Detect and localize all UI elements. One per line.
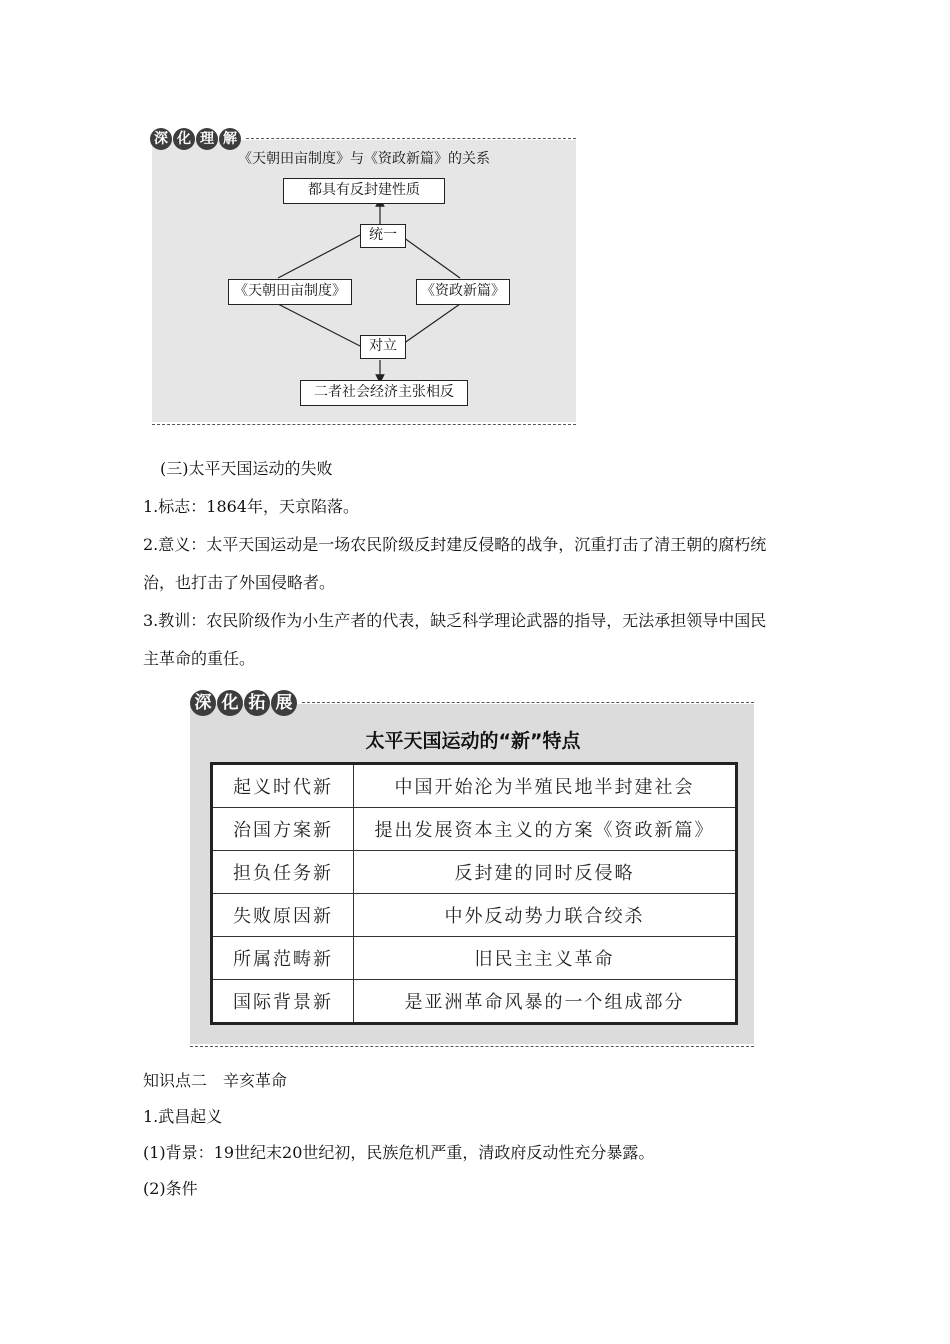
list-item-background: (1)背景：19世纪末20世纪初，民族危机严重，清政府反动性充分暴露。 [143,1143,655,1162]
badge-char: 化 [217,690,243,716]
feature-description-cell: 中国开始沦为半殖民地半封建社会 [354,764,737,808]
list-item-symbol: 1.标志：1864年，天京陷落。 [143,497,359,516]
zizheng-xinpian-node: 《资政新篇》 [416,279,510,305]
feature-description-cell: 提出发展资本主义的方案《资政新篇》 [354,808,737,851]
table-row [212,764,737,808]
table-row [212,808,737,851]
top-dashed-divider [302,702,754,703]
new-features-table [210,762,738,1025]
list-item-significance: 2.意义：太平天国运动是一场农民阶级反封建反侵略的战争，沉重打击了清王朝的腐朽统 [143,535,767,554]
feature-category-cell: 国际背景新 [212,980,354,1024]
feature-category-cell: 担负任务新 [212,851,354,894]
tianchao-tianmu-node: 《天朝田亩制度》 [228,279,352,305]
list-item-significance-cont: 治，也打击了外国侵略者。 [143,573,336,592]
feature-category-cell: 起义时代新 [212,764,354,808]
feature-description-cell: 中外反动势力联合绞杀 [354,894,737,937]
feature-description-cell: 是亚洲革命风暴的一个组成部分 [354,980,737,1024]
list-item-lesson-cont: 主革命的重任。 [143,649,256,668]
table-row [212,980,737,1024]
deepen-expansion-box [190,690,756,1050]
diagram-title: 《天朝田亩制度》与《资政新篇》的关系 [238,151,490,167]
table-title: 太平天国运动的“新”特点 [365,730,581,752]
badge-char: 理 [196,128,218,150]
unity-node: 统一 [360,224,406,248]
list-item-lesson: 3.教训：农民阶级作为小生产者的代表，缺乏科学理论武器的指导，无法承担领导中国民 [143,611,767,630]
anti-feudal-nature-node: 都具有反封建性质 [283,178,445,204]
deepen-understanding-box [150,128,578,426]
opposition-node: 对立 [360,335,406,359]
table-row [212,937,737,980]
list-item-wuchang: 1.武昌起义 [143,1107,223,1126]
badge-char: 化 [173,128,195,150]
list-item-conditions: (2)条件 [143,1179,198,1198]
badge-char: 拓 [244,690,270,716]
badge-char: 展 [271,690,297,716]
badge-char: 深 [190,690,216,716]
feature-category-cell: 所属范畴新 [212,937,354,980]
badge-char: 深 [150,128,172,150]
deepen-expansion-badge [190,690,297,716]
feature-category-cell: 失败原因新 [212,894,354,937]
bottom-dashed-divider [190,1046,754,1047]
table-row [212,851,737,894]
table-row [212,894,737,937]
feature-description-cell: 旧民主主义革命 [354,937,737,980]
section-heading-failure: (三)太平天国运动的失败 [160,459,333,478]
feature-description-cell: 反封建的同时反侵略 [354,851,737,894]
opposite-economic-views-node: 二者社会经济主张相反 [300,380,468,406]
feature-category-cell: 治国方案新 [212,808,354,851]
badge-char: 解 [219,128,241,150]
knowledge-point-heading: 知识点二 辛亥革命 [143,1071,288,1090]
